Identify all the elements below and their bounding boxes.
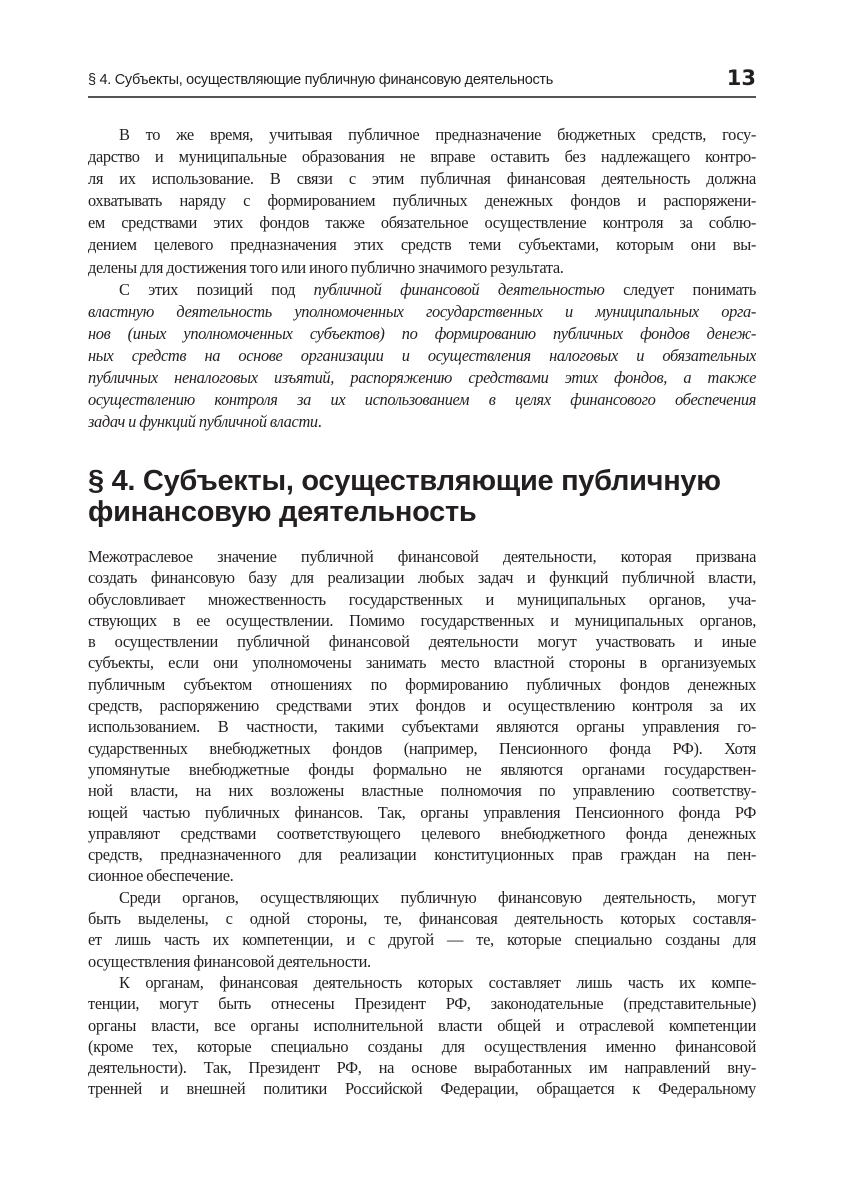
- text-line: [88, 823, 756, 844]
- text: дарство и муниципальные образования не вправе оставить без надлежащего контро-: [88, 147, 756, 167]
- text: следует понимать: [604, 279, 756, 299]
- text-line: [88, 759, 756, 780]
- text: ля их использование. В связи с этим публичная финансовая деятельность должна: [88, 169, 756, 189]
- text: Межотраслевое значение публичной финансовой деятельности, которая призвана: [88, 547, 756, 566]
- paragraph: [88, 546, 756, 887]
- text-line: [88, 887, 756, 908]
- text-line: [88, 146, 756, 168]
- text: ем средствами этих фондов также обязательное осуществление контроля за соблю-: [88, 213, 756, 233]
- text-line: [88, 589, 756, 610]
- text: Среди органов, осуществляющих публичную финансовую деятельность, могут: [119, 887, 756, 907]
- text-line: [88, 674, 756, 695]
- text-line: [88, 546, 756, 567]
- paragraph: [88, 124, 756, 279]
- text-line: [88, 323, 756, 345]
- text-line: [88, 1036, 756, 1057]
- italic-text: властную деятельность уполномоченных государственных и муниципальных орга-: [88, 301, 756, 321]
- text: дением целевого предназначения этих средств теми субъектами, которым они вы-: [88, 235, 756, 255]
- text: в осуществлении публичной финансовой деятельности могут участвовать и иные: [88, 632, 756, 652]
- text-line: [88, 802, 756, 823]
- text-line: [88, 168, 756, 190]
- running-title: § 4. Субъекты, осуществляющие публичную финансовую деятельность: [88, 72, 554, 88]
- top-text: [88, 124, 756, 433]
- text-line: [88, 780, 756, 801]
- text-line: [88, 1015, 756, 1036]
- text: С этих позиций под: [119, 279, 314, 299]
- page-number: 13: [726, 66, 756, 90]
- text-line: [88, 411, 756, 433]
- text: использованием. В частности, такими субъектами являются органы управления го-: [88, 717, 756, 737]
- text: сударственных внебюджетных фондов (например, Пенсионного фонда РФ). Хотя: [88, 738, 756, 758]
- text-line: [88, 993, 756, 1014]
- text: средств, распоряжению средствами этих фондов и осуществлению контроля за их: [88, 696, 756, 716]
- body-text: [88, 546, 756, 1100]
- text: упомянутые внебюджетные фонды формально не являются органами государствен-: [88, 759, 756, 779]
- running-header: [88, 68, 756, 98]
- text: деятельности). Так, Президент РФ, на основе выработанных им направлений вну-: [88, 1058, 756, 1078]
- text-line: [88, 190, 756, 212]
- text: ствующих в ее осуществлении. Помимо государственных и муниципальных органов,: [88, 610, 756, 630]
- text: публичным субъектом отношениях по формированию публичных фондов денежных: [88, 674, 756, 694]
- text: тренней и внешней политики Российской Федерации, обращается к Федеральному: [88, 1079, 756, 1099]
- text-line: [88, 865, 756, 886]
- italic-text: осуществлению контроля за их использованием в целях финансового обеспечения: [88, 390, 756, 410]
- text: сионное обеспечение.: [88, 866, 234, 886]
- text-line: [88, 212, 756, 234]
- text-line: [88, 389, 756, 411]
- italic-text: задач и функций публичной власти: [88, 412, 318, 432]
- text-line: [88, 610, 756, 631]
- text-line: [88, 908, 756, 929]
- text: обусловливает множественность государственных и муниципальных органов, уча-: [88, 589, 756, 609]
- text: охватывать наряду с формированием публичных денежных фондов и распоряжени-: [88, 191, 756, 211]
- text: тенции, могут быть отнесены Президент РФ, законодательные (представительные): [88, 994, 756, 1014]
- text-line: [88, 951, 756, 972]
- section-heading-line: § 4. Субъекты, осуществляющие публичную: [88, 465, 721, 497]
- text-line: [88, 124, 756, 146]
- italic-text: нов (иных уполномоченных субъектов) по формированию публичных фондов денеж-: [88, 323, 756, 343]
- text-line: [88, 972, 756, 993]
- text-line: [88, 257, 756, 279]
- section-heading-line: финансовую деятельность: [88, 496, 477, 528]
- text: В то же время, учитывая публичное предназначение бюджетных средств, госу-: [119, 125, 756, 144]
- text: субъекты, если они уполномочены занимать место властной стороны в организуемых: [88, 653, 756, 673]
- text-line: [88, 716, 756, 737]
- text-line: [88, 234, 756, 256]
- italic-text: публичной финансовой деятельностью: [313, 279, 605, 299]
- text: управляют средствами соответствующего целевого внебюджетного фонда денежных: [88, 823, 756, 843]
- text: быть выделены, с одной стороны, те, финансовая деятельность которых составля-: [88, 909, 756, 929]
- text-line: [88, 345, 756, 367]
- text-line: [88, 929, 756, 950]
- text: средств, предназначенного для реализации конституционных прав граждан на пен-: [88, 845, 756, 865]
- text: делены для достижения того или иного публично значимого результата.: [88, 257, 564, 277]
- section-heading: [88, 466, 756, 528]
- text-line: [88, 738, 756, 759]
- italic-text: ных средств на основе организации и осуществления налоговых и обязательных: [88, 345, 756, 365]
- text: создать финансовую базу для реализации любых задач и функций публичной власти,: [88, 568, 756, 588]
- text: осуществления финансовой деятельности.: [88, 951, 371, 971]
- text: ющей частью публичных финансов. Так, органы управления Пенсионного фонда РФ: [88, 802, 756, 822]
- text-line: [88, 301, 756, 323]
- text-line: [88, 652, 756, 673]
- text-line: [88, 631, 756, 652]
- italic-text: публичных неналоговых изъятий, распоряжению средствами этих фондов, а также: [88, 368, 756, 388]
- text: ет лишь часть их компетенции, и с другой — те, которые специально созданы для: [88, 930, 756, 950]
- text: (кроме тех, которые специально созданы для осуществления именно финансовой: [88, 1036, 756, 1056]
- paragraph: [88, 972, 756, 1100]
- text-line: [88, 567, 756, 588]
- text-line: [88, 279, 756, 301]
- text-line: [88, 844, 756, 865]
- text-line: [88, 1057, 756, 1078]
- text-line: [88, 695, 756, 716]
- text: .: [317, 412, 322, 432]
- text-line: [88, 367, 756, 389]
- text: К органам, финансовая деятельность которых составляет лишь часть их компе-: [119, 972, 756, 992]
- paragraph: [88, 279, 756, 434]
- text: органы власти, все органы исполнительной власти общей и отраслевой компетенции: [88, 1015, 756, 1035]
- text-line: [88, 1078, 756, 1099]
- paragraph: [88, 887, 756, 972]
- text: ной власти, на них возложены властные полномочия по управлению соответству-: [88, 781, 756, 801]
